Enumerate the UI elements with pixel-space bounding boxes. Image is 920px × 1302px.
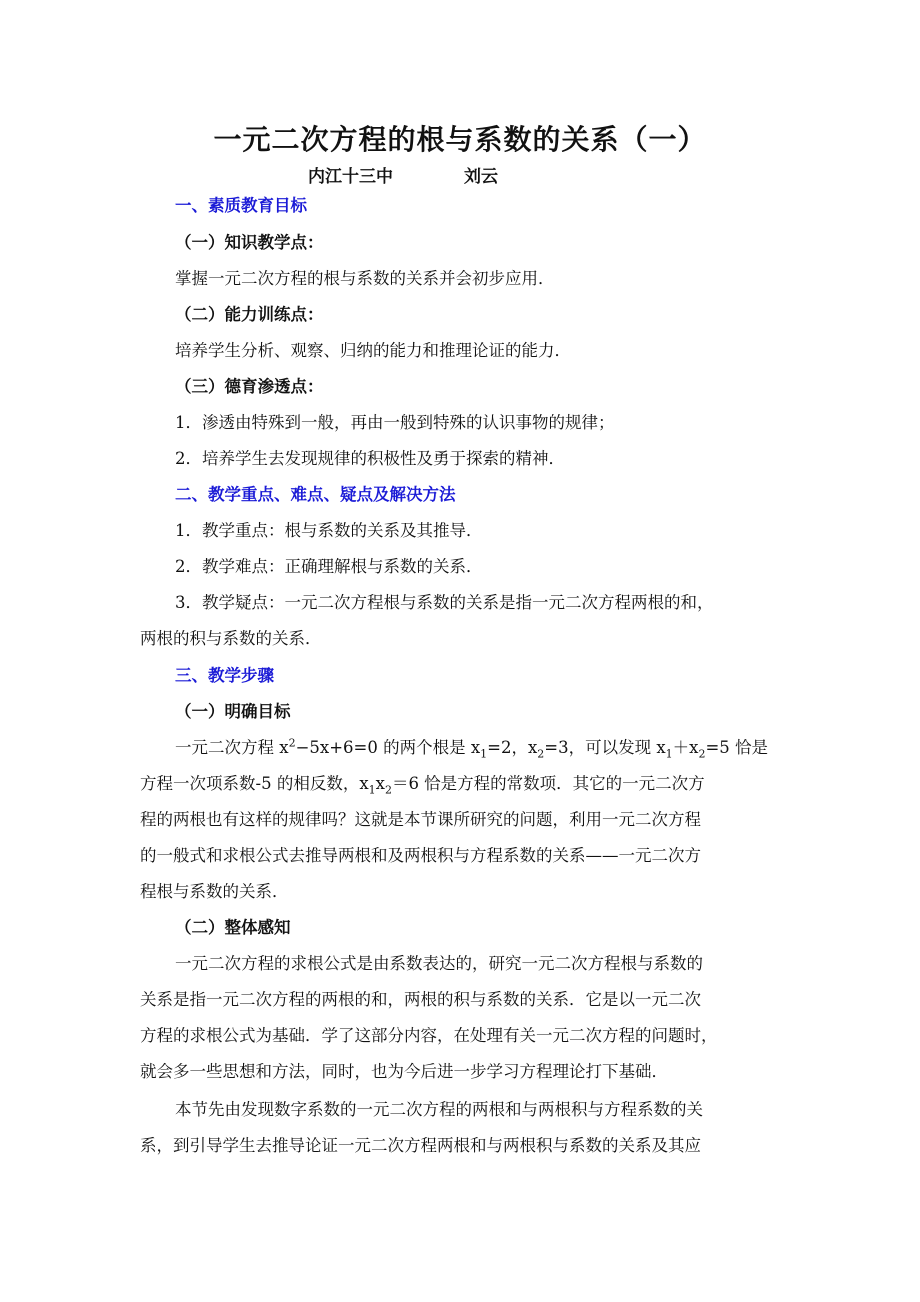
section-3-para-2-line-3: 方程的求根公式为基础．学了这部分内容，在处理有关一元二次方程的问题时，	[140, 1026, 718, 1045]
section-2-item-2: 2．教学难点：正确理解根与系数的关系．	[175, 557, 483, 576]
section-3-para-1-line-4: 的一般式和求根公式去推导两根和及两根积与方程系数的关系——一元二次方	[140, 846, 701, 865]
section-2-item-3: 3．教学疑点：一元二次方程根与系数的关系是指一元二次方程两根的和，	[175, 593, 714, 612]
section-2-item-3-cont: 两根的积与系数的关系．	[140, 629, 322, 648]
section-3-para-1-line-1: 一元二次方程 $x^2-5x+6=0$ 的两个根是 $x_1=2$，$x_2=3$，可以发现 $x_1+x_2=5$ 恰是	[175, 736, 769, 761]
section-3-sub-1: （一）明确目标	[175, 702, 291, 721]
section-3-para-3-line-1: 本节先由发现数字系数的一元二次方程的两根和与两根积与方程系数的关	[175, 1100, 703, 1119]
section-3-sub-2: （二）整体感知	[175, 918, 291, 937]
section-3-heading: 三、教学步骤	[175, 666, 274, 685]
section-1-para-1: 掌握一元二次方程的根与系数的关系并会初步应用．	[175, 269, 555, 288]
section-3-para-2-line-4: 就会多一些思想和方法，同时，也为今后进一步学习方程理论打下基础．	[140, 1062, 668, 1081]
section-1-para-2: 培养学生分析、观察、归纳的能力和推理论证的能力．	[175, 341, 571, 360]
section-1-sub-1: （一）知识教学点：	[175, 233, 324, 252]
section-2-item-1: 1．教学重点：根与系数的关系及其推导．	[175, 521, 483, 540]
section-1-sub-2: （二）能力训练点：	[175, 305, 324, 324]
section-1-item-1: 1．渗透由特殊到一般，再由一般到特殊的认识事物的规律；	[175, 413, 615, 432]
section-3-para-2-line-2: 关系是指一元二次方程的两根的和，两根的积与系数的关系．它是以一元二次	[140, 990, 701, 1009]
section-3-para-1-line-3: 程的两根也有这样的规律吗？这就是本节课所研究的问题，利用一元二次方程	[140, 810, 701, 829]
section-3-para-1-line-5: 程根与系数的关系．	[140, 882, 289, 901]
document-title: 一元二次方程的根与系数的关系（一）	[213, 123, 707, 156]
author-line: 内江十三中 刘云	[308, 167, 499, 187]
section-1-item-2: 2．培养学生去发现规律的积极性及勇于探索的精神．	[175, 449, 565, 468]
section-2-heading: 二、教学重点、难点、疑点及解决方法	[175, 485, 456, 504]
section-1-sub-3: （三）德育渗透点：	[175, 377, 324, 396]
section-3-para-1-line-2: 方程一次项系数-5 的相反数，$x_1x_2=6$ 恰是方程的常数项．其它的一元二次方	[140, 774, 705, 797]
section-3-para-2-line-1: 一元二次方程的求根公式是由系数表达的，研究一元二次方程根与系数的	[175, 954, 703, 973]
section-1-heading: 一、素质教育目标	[175, 196, 307, 215]
section-3-para-3-line-2: 系，到引导学生去推导论证一元二次方程两根和与两根积与系数的关系及其应	[140, 1136, 701, 1155]
